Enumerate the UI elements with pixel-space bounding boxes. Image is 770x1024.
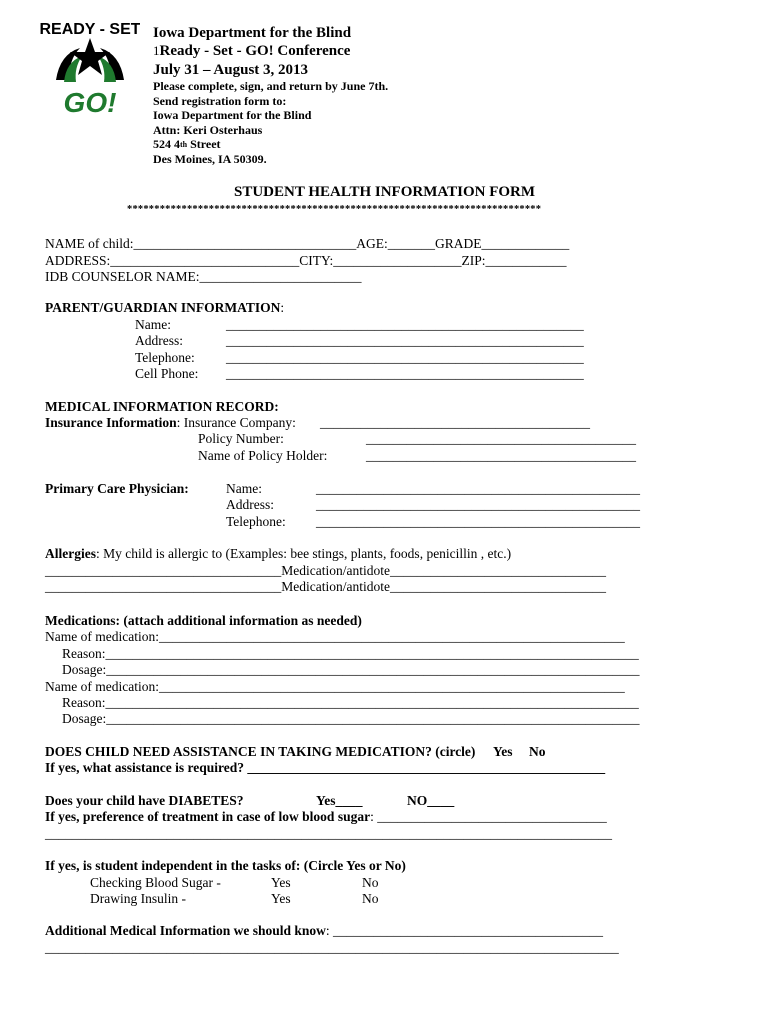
physician-address-label: Address: xyxy=(226,497,274,512)
logo-ready-set-text: READY - SET xyxy=(40,21,140,38)
instruction-street: 524 4th Street xyxy=(153,137,221,151)
medical-heading: MEDICAL INFORMATION RECORD: xyxy=(45,399,279,414)
assistance-followup[interactable]: If yes, what assistance is required? _____________________________________________________ xyxy=(45,760,606,775)
form-title: STUDENT HEALTH INFORMATION FORM xyxy=(234,184,536,200)
parent-address-label: Address: xyxy=(135,333,183,348)
physician-telephone-label: Telephone: xyxy=(226,514,286,529)
insurance-company-label: Insurance Information: Insurance Company: xyxy=(45,415,296,430)
medications-heading: Medications: (attach additional information as needed) xyxy=(45,613,362,628)
physician-address-field[interactable]: ________________________________________________ xyxy=(316,497,640,512)
medication-dosage-2[interactable]: Dosage:_______________________________________________________________________________ xyxy=(62,711,640,726)
policy-holder-field[interactable]: ________________________________________ xyxy=(366,448,636,463)
policy-holder-label: Name of Policy Holder: xyxy=(198,448,328,463)
task-1-yes-option[interactable]: Yes xyxy=(271,875,291,890)
allergy-line-1[interactable]: ___________________________________Medication/antidote________________________________ xyxy=(45,563,606,578)
medication-dosage-1[interactable]: Dosage:_______________________________________________________________________________ xyxy=(62,662,640,677)
additional-info-line[interactable]: Additional Medical Information we should know: ________________________________________ xyxy=(45,923,604,938)
medication-name-1[interactable]: Name of medication:_____________________________________________________________________ xyxy=(45,629,625,644)
physician-heading: Primary Care Physician: xyxy=(45,481,189,496)
low-blood-sugar-line-2[interactable]: ____________________________________________________________________________________ xyxy=(45,826,612,841)
task-2-no-option[interactable]: No xyxy=(362,891,379,906)
instruction-return: Please complete, sign, and return by June 7th. xyxy=(153,79,389,93)
parent-heading: PARENT/GUARDIAN INFORMATION: xyxy=(45,300,285,315)
child-name-age-grade-line[interactable]: NAME of child:_________________________________AGE:_______GRADE_____________ xyxy=(45,236,570,251)
instruction-org: Iowa Department for the Blind xyxy=(153,108,312,122)
diabetes-yes-option[interactable]: Yes____ xyxy=(316,793,363,808)
allergies-prompt: Allergies: My child is allergic to (Examples: bee stings, plants, foods, penicillin , etc.) xyxy=(45,546,512,561)
instruction-city: Des Moines, IA 50309. xyxy=(153,152,267,166)
medication-name-2[interactable]: Name of medication:_____________________________________________________________________ xyxy=(45,679,625,694)
diabetes-no-option[interactable]: NO____ xyxy=(407,793,455,808)
parent-telephone-field[interactable]: _____________________________________________________ xyxy=(226,350,584,365)
policy-number-label: Policy Number: xyxy=(198,431,284,446)
conference-logo xyxy=(40,18,140,118)
medication-reason-2[interactable]: Reason:_______________________________________________________________________________ xyxy=(62,695,639,710)
physician-telephone-field[interactable]: ________________________________________________ xyxy=(316,514,640,529)
instruction-send: Send registration form to: xyxy=(153,94,287,108)
task-checking-blood-sugar: Checking Blood Sugar - xyxy=(90,875,221,890)
physician-name-label: Name: xyxy=(226,481,262,496)
counselor-name-line[interactable]: IDB COUNSELOR NAME:________________________ xyxy=(45,269,362,284)
policy-number-field[interactable]: ________________________________________ xyxy=(366,431,636,446)
diabetes-question: Does your child have DIABETES? xyxy=(45,793,244,808)
header-line-1: Iowa Department for the Blind xyxy=(153,25,352,41)
assistance-no-option[interactable]: No xyxy=(529,744,546,759)
additional-info-line-2[interactable]: _____________________________________________________________________________________ xyxy=(45,940,619,955)
task-2-yes-option[interactable]: Yes xyxy=(271,891,291,906)
header-dates: July 31 – August 3, 2013 xyxy=(153,62,309,78)
parent-cell-field[interactable]: _____________________________________________________ xyxy=(226,366,584,381)
low-blood-sugar-line[interactable]: If yes, preference of treatment in case of low blood sugar: __________________________________ xyxy=(45,809,607,824)
parent-name-field[interactable]: _____________________________________________________ xyxy=(226,317,584,332)
parent-cell-label: Cell Phone: xyxy=(135,366,199,381)
assistance-yes-option[interactable]: Yes xyxy=(493,744,513,759)
insurance-company-field[interactable]: ________________________________________ xyxy=(320,415,590,430)
logo-go-text: GO! xyxy=(63,87,117,118)
assistance-question: DOES CHILD NEED ASSISTANCE IN TAKING MEDICATION? (circle) xyxy=(45,744,476,759)
header-line-2: 1Ready - Set - GO! Conference xyxy=(153,43,351,59)
child-address-line[interactable]: ADDRESS:____________________________CITY:___________________ZIP:____________ xyxy=(45,253,567,268)
title-divider: **************************************************************************** xyxy=(127,204,542,215)
physician-name-field[interactable]: ________________________________________________ xyxy=(316,481,640,496)
task-1-no-option[interactable]: No xyxy=(362,875,379,890)
allergy-line-2[interactable]: ___________________________________Medication/antidote________________________________ xyxy=(45,579,606,594)
parent-address-field[interactable]: _____________________________________________________ xyxy=(226,333,584,348)
task-drawing-insulin: Drawing Insulin - xyxy=(90,891,186,906)
instruction-attn: Attn: Keri Osterhaus xyxy=(153,123,263,137)
medication-reason-1[interactable]: Reason:_______________________________________________________________________________ xyxy=(62,646,639,661)
parent-telephone-label: Telephone: xyxy=(135,350,195,365)
independence-heading: If yes, is student independent in the tasks of: (Circle Yes or No) xyxy=(45,858,406,873)
parent-name-label: Name: xyxy=(135,317,171,332)
